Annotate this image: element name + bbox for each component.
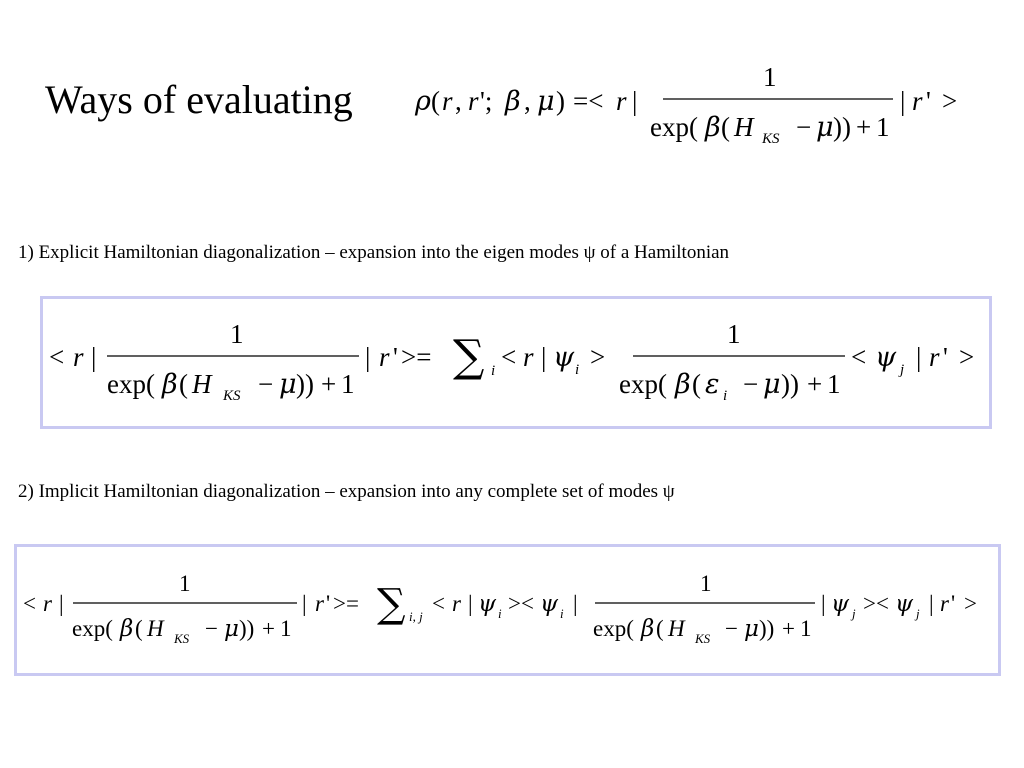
svg-text:+: + bbox=[807, 369, 823, 399]
svg-text:i, j: i, j bbox=[409, 609, 423, 624]
svg-text:i: i bbox=[498, 606, 502, 621]
svg-text:(: ( bbox=[692, 369, 701, 399]
svg-text:exp(: exp( bbox=[72, 616, 113, 641]
svg-text:r: r bbox=[73, 342, 84, 372]
svg-text:ψ: ψ bbox=[540, 591, 559, 617]
svg-text:1: 1 bbox=[341, 369, 355, 399]
svg-text:': ' bbox=[393, 342, 398, 372]
svg-text:<: < bbox=[501, 342, 517, 372]
svg-text:μ: μ bbox=[816, 112, 834, 143]
svg-text:><: >< bbox=[508, 591, 534, 616]
svg-text:|: | bbox=[59, 591, 64, 616]
svg-text:1: 1 bbox=[827, 369, 841, 399]
svg-text:r: r bbox=[616, 86, 627, 116]
svg-text:|: | bbox=[916, 342, 922, 372]
svg-text:H: H bbox=[668, 616, 685, 641]
svg-text:': ' bbox=[943, 342, 948, 372]
formula-numerator: 1 bbox=[763, 62, 777, 92]
svg-text:μ: μ bbox=[763, 369, 781, 400]
svg-text:μ: μ bbox=[279, 369, 297, 400]
svg-text:1: 1 bbox=[230, 319, 244, 349]
svg-text:';: '; bbox=[480, 86, 493, 116]
formula-denominator bbox=[650, 112, 890, 147]
svg-text:μ: μ bbox=[537, 86, 555, 117]
svg-text:−: − bbox=[725, 616, 738, 641]
svg-text:j: j bbox=[916, 606, 920, 621]
svg-text:r: r bbox=[43, 591, 52, 616]
svg-text:(: ( bbox=[431, 86, 440, 116]
svg-text:1: 1 bbox=[727, 319, 741, 349]
svg-text:r: r bbox=[379, 342, 390, 372]
svg-text:i: i bbox=[560, 606, 564, 621]
svg-text:,: , bbox=[455, 86, 462, 116]
svg-text:1: 1 bbox=[700, 571, 712, 596]
svg-text:|: | bbox=[365, 342, 371, 372]
svg-text:ψ: ψ bbox=[553, 342, 575, 373]
svg-text:H: H bbox=[192, 369, 212, 399]
svg-text:': ' bbox=[326, 591, 331, 616]
svg-text:|: | bbox=[302, 591, 307, 616]
svg-text:KS: KS bbox=[695, 631, 711, 646]
formula-lhs bbox=[414, 86, 637, 117]
svg-text:r: r bbox=[442, 86, 453, 116]
svg-text:exp(: exp( bbox=[107, 369, 155, 399]
svg-text:(: ( bbox=[135, 616, 143, 641]
svg-text:μ: μ bbox=[224, 616, 239, 642]
svg-text:)): )) bbox=[759, 616, 775, 641]
svg-text:ψ: ψ bbox=[831, 591, 850, 617]
svg-text:∑: ∑ bbox=[453, 331, 485, 382]
svg-text:|: | bbox=[632, 86, 638, 116]
svg-text:1: 1 bbox=[800, 616, 812, 641]
svg-text:|: | bbox=[900, 86, 906, 116]
svg-text:exp(: exp( bbox=[619, 369, 667, 399]
svg-text:<: < bbox=[432, 591, 445, 616]
explicit-expansion-formula bbox=[43, 299, 995, 432]
svg-text:r: r bbox=[315, 591, 324, 616]
svg-text:|: | bbox=[573, 591, 578, 616]
method-2-description: 2) Implicit Hamiltonian diagonalization – expansion into any complete set of modes ψ bbox=[18, 481, 675, 502]
explicit-diagonalization-box bbox=[40, 296, 992, 429]
svg-text:|: | bbox=[929, 591, 934, 616]
svg-text:': ' bbox=[926, 86, 931, 116]
svg-text:>: > bbox=[590, 342, 606, 372]
svg-text:β: β bbox=[705, 112, 721, 143]
svg-text:<: < bbox=[851, 342, 867, 372]
method-1-description: 1) Explicit Hamiltonian diagonalization – expansion into the eigen modes ψ of a Hamiltonian bbox=[18, 242, 730, 263]
svg-text:(: ( bbox=[656, 616, 664, 641]
svg-text:1: 1 bbox=[179, 571, 191, 596]
svg-text:β: β bbox=[505, 86, 521, 117]
svg-text:j: j bbox=[852, 606, 856, 621]
svg-text:exp(: exp( bbox=[593, 616, 634, 641]
svg-text:)): )) bbox=[833, 112, 851, 142]
implicit-expansion-formula bbox=[17, 547, 1004, 679]
svg-text:|: | bbox=[821, 591, 826, 616]
svg-text:∑: ∑ bbox=[377, 581, 406, 627]
svg-text:exp(: exp( bbox=[650, 112, 698, 142]
svg-text:KS: KS bbox=[762, 131, 780, 147]
svg-text:>: > bbox=[959, 342, 975, 372]
svg-text:H: H bbox=[734, 112, 754, 142]
svg-text:+: + bbox=[262, 616, 275, 641]
svg-text:1: 1 bbox=[280, 616, 292, 641]
svg-text:r: r bbox=[468, 86, 479, 116]
svg-text:i: i bbox=[491, 363, 496, 379]
svg-text:−: − bbox=[258, 369, 274, 399]
svg-text:=<: =< bbox=[573, 86, 604, 116]
svg-text:β: β bbox=[675, 369, 691, 400]
svg-text:i: i bbox=[723, 388, 728, 404]
svg-text:<: < bbox=[49, 342, 65, 372]
svg-text:β: β bbox=[162, 369, 178, 400]
svg-text:): ) bbox=[556, 86, 565, 116]
svg-text:,: , bbox=[524, 86, 531, 116]
svg-text:+: + bbox=[856, 112, 872, 142]
svg-text:r: r bbox=[452, 591, 461, 616]
svg-text:|: | bbox=[91, 342, 97, 372]
svg-text:><: >< bbox=[863, 591, 889, 616]
svg-text:ψ: ψ bbox=[875, 342, 897, 373]
svg-text:−: − bbox=[743, 369, 759, 399]
svg-text:KS: KS bbox=[174, 631, 190, 646]
svg-text:i: i bbox=[575, 362, 580, 378]
svg-text:+: + bbox=[782, 616, 795, 641]
svg-text:ψ: ψ bbox=[895, 591, 914, 617]
svg-text:)): )) bbox=[781, 369, 799, 399]
svg-text:': ' bbox=[951, 591, 956, 616]
svg-text:j: j bbox=[900, 362, 905, 378]
svg-text:H: H bbox=[147, 616, 164, 641]
svg-text:|: | bbox=[541, 342, 547, 372]
svg-text:ρ: ρ bbox=[415, 86, 431, 117]
svg-text:μ: μ bbox=[744, 616, 759, 642]
svg-text:<: < bbox=[23, 591, 36, 616]
svg-text:>: > bbox=[964, 591, 977, 616]
svg-text:(: ( bbox=[721, 112, 730, 142]
svg-text:)): )) bbox=[239, 616, 255, 641]
svg-text:+: + bbox=[321, 369, 337, 399]
svg-text:r: r bbox=[929, 342, 940, 372]
svg-text:ε: ε bbox=[705, 369, 720, 400]
svg-text:ψ: ψ bbox=[478, 591, 497, 617]
svg-text:β: β bbox=[641, 616, 655, 642]
svg-text:β: β bbox=[120, 616, 134, 642]
svg-text:KS: KS bbox=[223, 388, 241, 404]
svg-text:r: r bbox=[940, 591, 949, 616]
svg-text:−: − bbox=[796, 112, 812, 142]
svg-text:>=: >= bbox=[401, 342, 432, 372]
svg-text:)): )) bbox=[296, 369, 314, 399]
implicit-diagonalization-box bbox=[14, 544, 1001, 676]
formula-rhs bbox=[900, 86, 957, 116]
svg-text:1: 1 bbox=[876, 112, 890, 142]
svg-text:r: r bbox=[912, 86, 923, 116]
svg-text:−: − bbox=[205, 616, 218, 641]
svg-text:|: | bbox=[468, 591, 473, 616]
svg-text:(: ( bbox=[179, 369, 188, 399]
svg-text:r: r bbox=[523, 342, 534, 372]
svg-text:>=: >= bbox=[333, 591, 359, 616]
svg-text:>: > bbox=[942, 86, 958, 116]
slide-title: Ways of evaluating bbox=[45, 77, 353, 122]
